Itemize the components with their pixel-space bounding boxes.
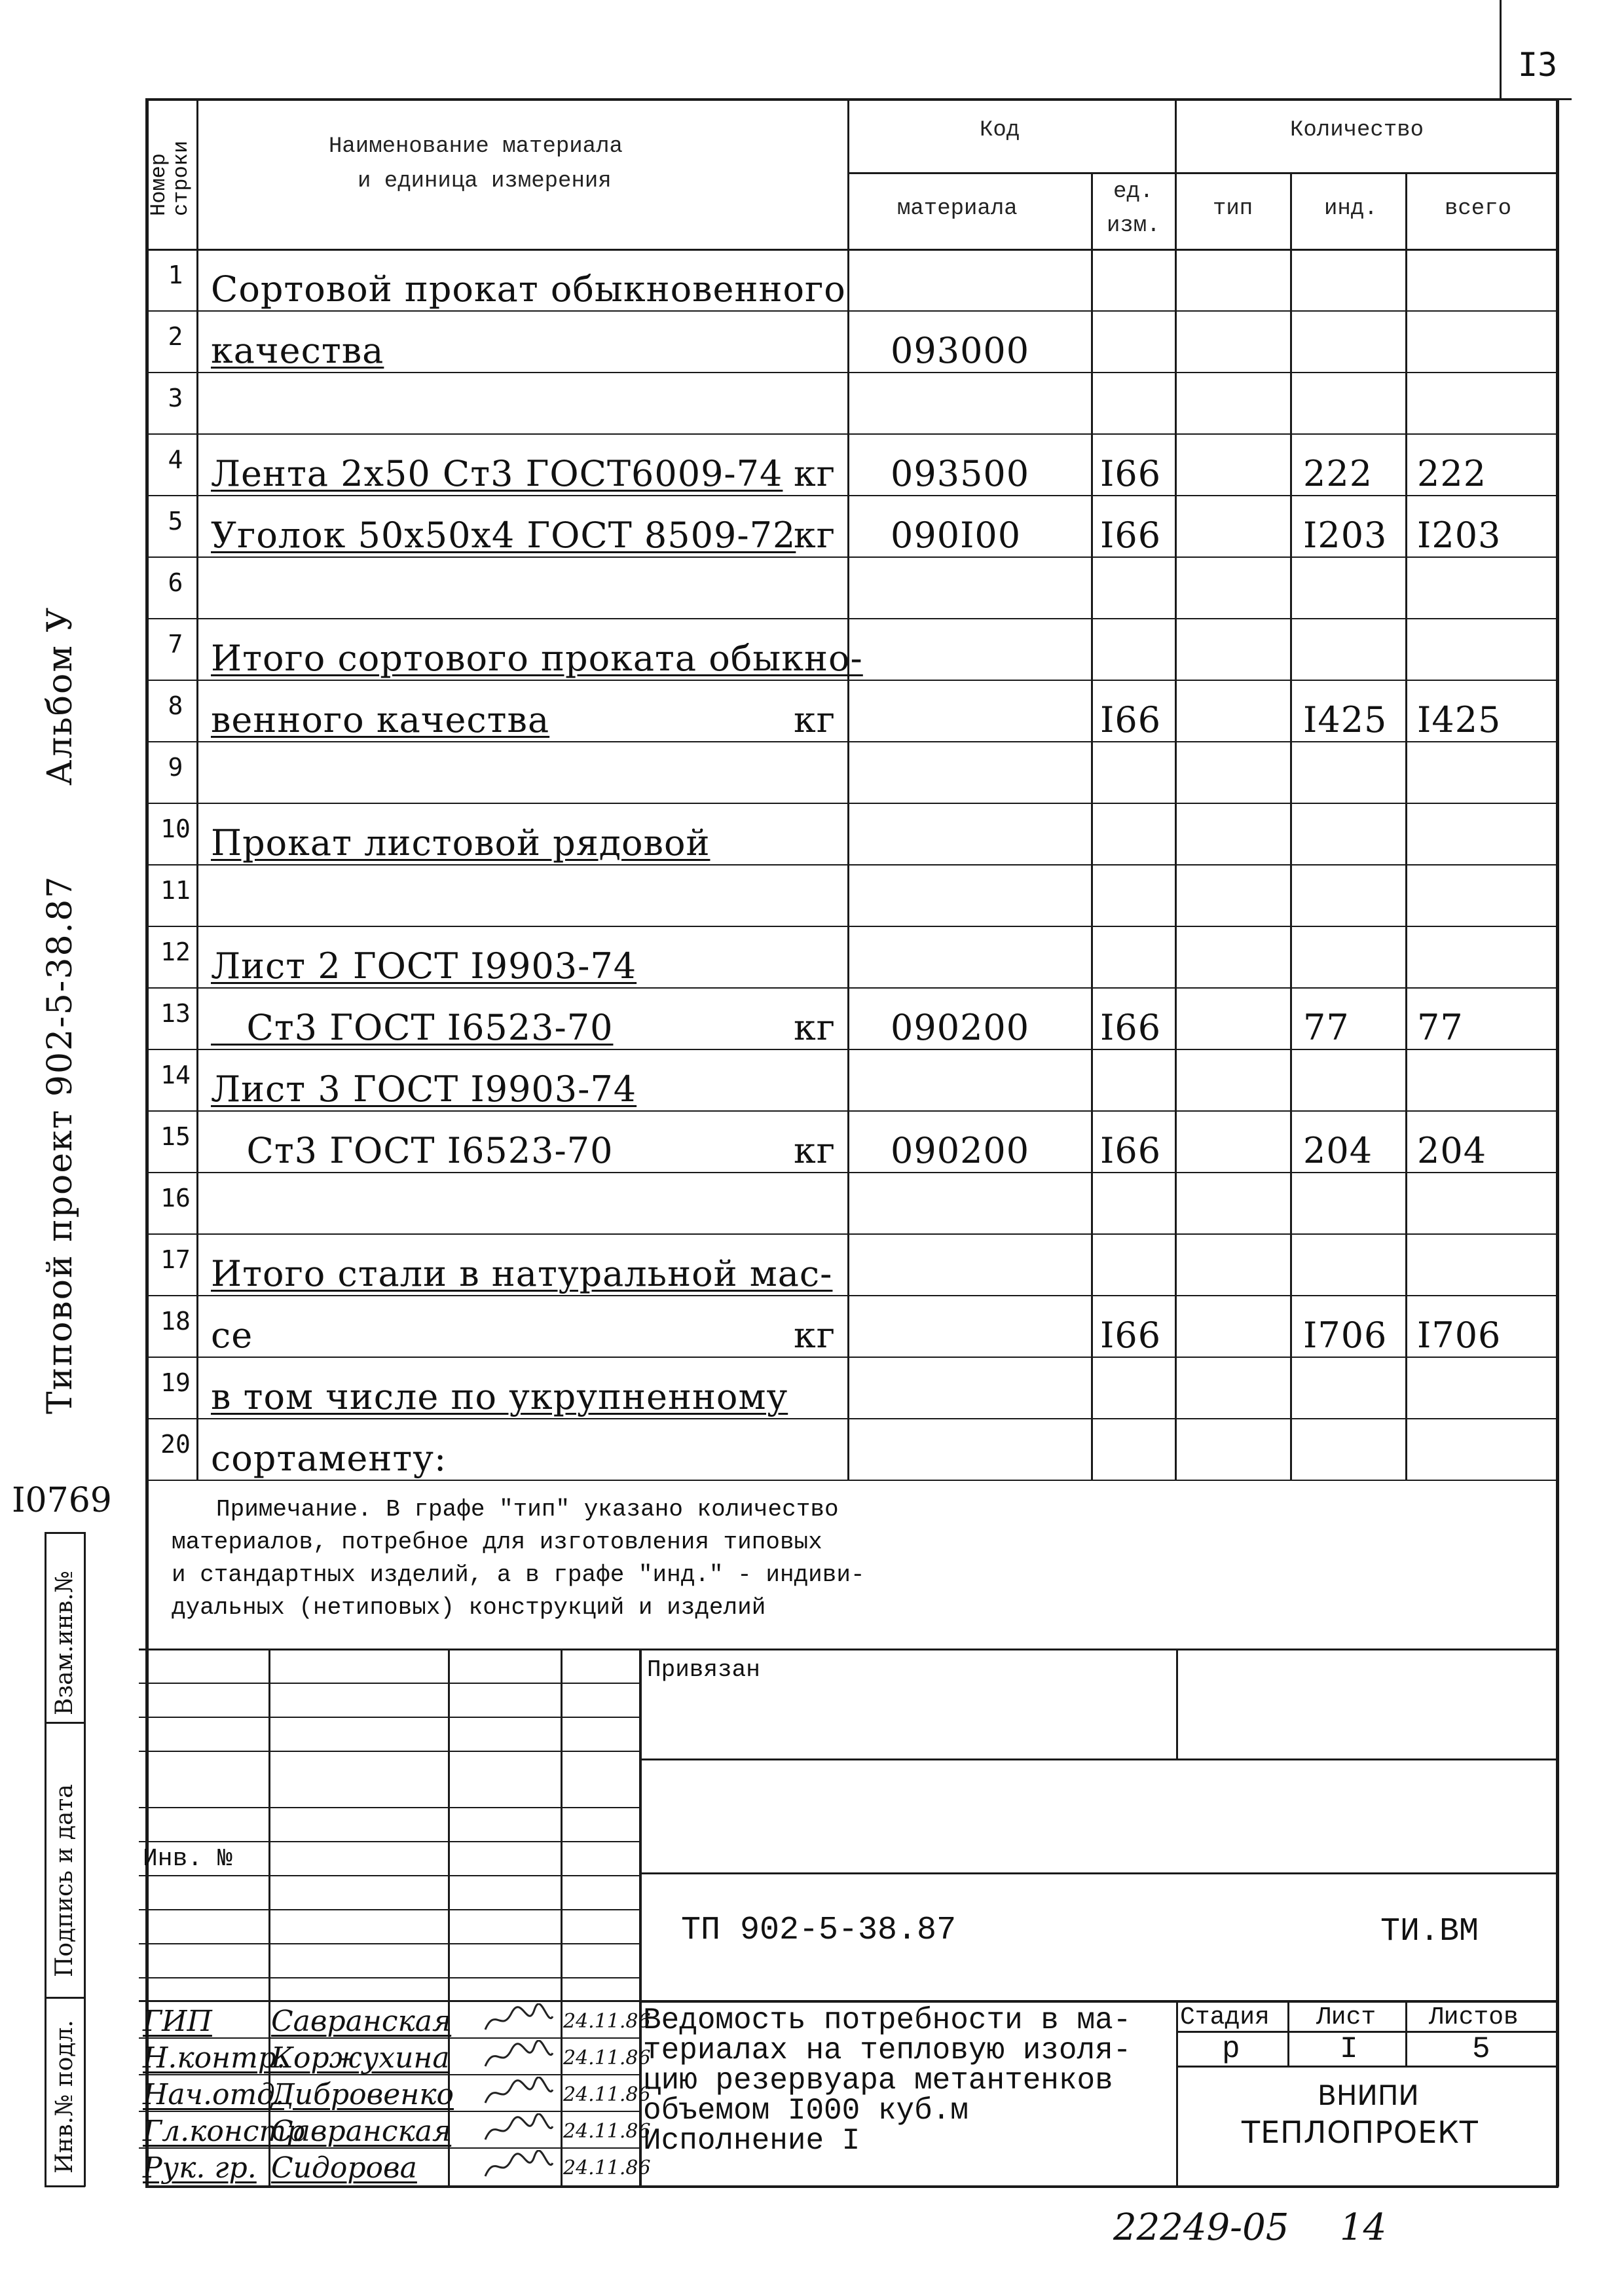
header-unit-line2: изм. xyxy=(1107,213,1160,238)
sheet-number: I3 xyxy=(1518,46,1558,84)
sign-date: 24.11.86 xyxy=(563,2047,651,2069)
row-number: 6 xyxy=(168,568,183,597)
row-material-name: Ст3 ГОСТ I6523-70 xyxy=(211,1130,614,1171)
tb-attached-divider xyxy=(1176,1649,1178,1760)
tb-col-3 xyxy=(561,1649,563,2187)
col-unit-line xyxy=(1175,98,1177,1480)
row-number: 13 xyxy=(160,999,191,1028)
row-material-name: Лист 3 ГОСТ I9903-74 xyxy=(211,1068,637,1110)
tb-sheet-header: Лист xyxy=(1316,2003,1376,2032)
note-line-4: дуальных (нетиповых) конструкций и изделий xyxy=(172,1594,766,1621)
row-divider xyxy=(145,310,1559,312)
tb-doc-code: ТП 902-5-38.87 xyxy=(681,1912,957,1949)
signer-name: Савранская xyxy=(271,2115,452,2148)
signature-mark xyxy=(482,2077,554,2109)
signature-mark xyxy=(482,2003,554,2036)
row-divider xyxy=(145,556,1559,558)
tb-stage-value: р xyxy=(1222,2032,1240,2066)
signature-mark xyxy=(482,2113,554,2146)
tb-row-10 xyxy=(139,2000,640,2002)
row-divider xyxy=(145,618,1559,619)
tb-attached-bottom xyxy=(639,1758,1559,1760)
project-label: Типовой проект 902-5-38.87 xyxy=(41,875,80,1414)
header-bottom xyxy=(145,249,1559,251)
header-name-line1: Наименование материала xyxy=(329,134,623,159)
header-name-line2: и единица измерения xyxy=(358,169,612,194)
stamp-divider-1 xyxy=(45,1722,85,1724)
tb-row-1 xyxy=(139,1683,640,1684)
row-number: 4 xyxy=(168,445,183,474)
row-divider xyxy=(145,864,1559,866)
row-divider xyxy=(145,680,1559,681)
tb-row-5 xyxy=(139,1841,640,1842)
tb-stage-header: Стадия xyxy=(1180,2003,1270,2032)
row-unit-code: I66 xyxy=(1100,515,1162,556)
row-material-name: Итого стали в натуральной мас- xyxy=(211,1253,833,1294)
signer-role: Н.контр. xyxy=(143,2041,286,2075)
row-material-code: 093000 xyxy=(891,330,1030,371)
row-number: 8 xyxy=(168,691,183,720)
col-num-line xyxy=(196,98,198,1480)
stamp-orig-inv: Инв.№ подл. xyxy=(51,2020,78,2174)
tb-stage-divider xyxy=(1287,2000,1289,2066)
row-qty-ind: I706 xyxy=(1303,1315,1388,1356)
row-divider xyxy=(145,1480,1559,1481)
tb-title-line3: цию резервуара метантенков xyxy=(643,2064,1113,2098)
tb-doc-mark: ТИ.ВМ xyxy=(1380,1913,1479,1950)
stamp-replace-inv: Взам.инв.№ xyxy=(51,1571,78,1715)
row-material-code: 090200 xyxy=(891,1130,1030,1171)
row-divider xyxy=(145,1110,1559,1112)
tb-row-4 xyxy=(139,1807,640,1808)
row-unit-code: I66 xyxy=(1100,699,1162,740)
row-unit-code: I66 xyxy=(1100,453,1162,494)
tb-top xyxy=(139,1649,1559,1650)
row-number: 9 xyxy=(168,753,183,782)
tb-row-2 xyxy=(139,1717,640,1718)
signer-name: Сидорова xyxy=(271,2151,417,2185)
header-type: тип xyxy=(1213,196,1253,221)
header-unit-line1: ед. xyxy=(1113,179,1154,204)
signer-role: Рук. гр. xyxy=(143,2151,257,2185)
row-number: 12 xyxy=(160,938,191,966)
row-unit-label: кг xyxy=(794,1007,836,1048)
tb-row-3 xyxy=(139,1751,640,1752)
row-qty-total: 77 xyxy=(1417,1007,1464,1048)
sign-date: 24.11.86 xyxy=(563,2010,651,2033)
frame-top xyxy=(145,98,1559,101)
row-unit-label: кг xyxy=(794,515,836,556)
sign-date: 24.11.86 xyxy=(563,2083,651,2106)
row-qty-total: I706 xyxy=(1417,1315,1502,1356)
row-material-name: Уголок 50х50х4 ГОСТ 8509-72 xyxy=(211,515,796,556)
col-name-line xyxy=(847,98,849,1480)
signer-name: Коржухина xyxy=(271,2041,450,2075)
col-ind-line xyxy=(1405,172,1407,1480)
row-unit-label: кг xyxy=(794,1315,836,1356)
header-row-number: Номер строки xyxy=(147,140,193,216)
stamp-divider-2 xyxy=(45,1997,85,1999)
row-divider xyxy=(145,987,1559,989)
row-material-name: Прокат листовой рядовой xyxy=(211,822,710,864)
row-number: 16 xyxy=(160,1184,191,1212)
signer-role: ГИП xyxy=(143,2005,212,2038)
row-divider xyxy=(145,1418,1559,1419)
tb-code-top xyxy=(639,1872,1559,1874)
stamp-signature-date: Подпись и дата xyxy=(51,1784,78,1977)
header-material: материала xyxy=(897,196,1018,221)
row-unit-code: I66 xyxy=(1100,1007,1162,1048)
signer-name: Савранская xyxy=(271,2005,452,2038)
row-divider xyxy=(145,1172,1559,1173)
row-divider xyxy=(145,495,1559,496)
row-unit-label: кг xyxy=(794,699,836,740)
row-number: 5 xyxy=(168,507,183,536)
row-material-name: се xyxy=(211,1315,253,1356)
tb-title-line1: Ведомость потребности в ма- xyxy=(643,2003,1132,2037)
row-number: 20 xyxy=(160,1430,191,1459)
row-number: 3 xyxy=(168,384,183,412)
tb-org-line2: ТЕПЛОПРОЕКТ xyxy=(1242,2115,1479,2150)
signature-mark xyxy=(482,2040,554,2073)
row-number: 2 xyxy=(168,322,183,351)
row-qty-ind: 77 xyxy=(1303,1007,1350,1048)
note-line-2: материалов, потребное для изготовления типовых xyxy=(172,1529,822,1556)
row-qty-ind: 204 xyxy=(1303,1130,1373,1171)
row-number: 7 xyxy=(168,630,183,659)
row-unit-label: кг xyxy=(794,453,836,494)
row-qty-total: I203 xyxy=(1417,515,1502,556)
row-number: 1 xyxy=(168,261,183,289)
tb-sheets-value: 5 xyxy=(1472,2032,1490,2066)
row-qty-total: I425 xyxy=(1417,699,1502,740)
footer-page: 14 xyxy=(1340,2206,1387,2249)
header-code-group: Код xyxy=(980,118,1020,143)
row-unit-code: I66 xyxy=(1100,1130,1162,1171)
row-divider xyxy=(145,1049,1559,1050)
stamp-border-left xyxy=(45,1532,46,2187)
frame-left xyxy=(145,98,149,2187)
row-material-name: Лист 2 ГОСТ I9903-74 xyxy=(211,945,637,987)
header-code-divider xyxy=(849,172,1176,174)
tb-attached: Привязан xyxy=(647,1656,760,1683)
note-line-1: Примечание. В графе "тип" указано количество xyxy=(216,1496,839,1523)
tb-title-right xyxy=(1176,2000,1178,2187)
stamp-border-mid xyxy=(84,1532,86,2187)
row-number: 11 xyxy=(160,876,191,905)
row-material-name: Сортовой прокат обыкновенного xyxy=(211,268,846,310)
row-material-name: в том числе по укрупненному xyxy=(211,1376,788,1417)
row-qty-total: 222 xyxy=(1417,453,1487,494)
header-ind: инд. xyxy=(1324,196,1378,221)
tb-sheet-divider xyxy=(1405,2000,1407,2066)
sign-date: 24.11.86 xyxy=(563,2157,651,2179)
row-qty-ind: 222 xyxy=(1303,453,1373,494)
row-divider xyxy=(145,1357,1559,1358)
signer-role: Гл.констр xyxy=(143,2115,305,2148)
row-material-name: сортаменту: xyxy=(211,1438,447,1479)
col-type-line xyxy=(1290,172,1292,1480)
row-divider xyxy=(145,926,1559,927)
tb-inv: Инв. № xyxy=(143,1845,232,1873)
album-label: Альбом У xyxy=(41,606,80,786)
sheet-number-border xyxy=(1500,0,1502,100)
row-unit-code: I66 xyxy=(1100,1315,1162,1356)
tb-code-bottom xyxy=(639,2000,1559,2003)
tb-row-8 xyxy=(139,1943,640,1944)
row-number: 10 xyxy=(160,814,191,843)
row-material-name: Лента 2х50 Ст3 ГОСТ6009-74 xyxy=(211,453,783,494)
row-material-code: 093500 xyxy=(891,453,1030,494)
row-divider xyxy=(145,803,1559,804)
row-material-name: Итого сортового проката обыкно- xyxy=(211,638,863,679)
row-number: 14 xyxy=(160,1061,191,1089)
stamp-border-top xyxy=(45,1532,85,1534)
tb-row-9 xyxy=(139,1977,640,1978)
tb-title-line5: Исполнение I xyxy=(643,2124,860,2158)
header-qty-group: Количество xyxy=(1290,118,1424,143)
tb-org-line1: ВНИПИ xyxy=(1318,2079,1419,2111)
row-material-code: 090I00 xyxy=(891,515,1022,556)
row-qty-ind: I203 xyxy=(1303,515,1388,556)
row-qty-ind: I425 xyxy=(1303,699,1388,740)
tb-row-7 xyxy=(139,1909,640,1910)
row-material-code: 090200 xyxy=(891,1007,1030,1048)
footer-number: 22249-05 xyxy=(1113,2206,1289,2249)
row-number: 19 xyxy=(160,1368,191,1397)
sign-date: 24.11.86 xyxy=(563,2120,651,2143)
signature-mark xyxy=(482,2150,554,2183)
row-qty-total: 204 xyxy=(1417,1130,1487,1171)
col-code-line xyxy=(1091,172,1093,1480)
tb-sheet-value: I xyxy=(1340,2032,1358,2066)
tb-title-line2: териалах на тепловую изоля- xyxy=(643,2033,1132,2068)
header-qty-divider xyxy=(1176,172,1559,174)
row-divider xyxy=(145,1295,1559,1296)
signer-name: Дибровенко xyxy=(271,2078,454,2111)
stamp-border-bottom xyxy=(45,2185,85,2187)
row-number: 15 xyxy=(160,1122,191,1151)
row-unit-label: кг xyxy=(794,1130,836,1171)
note-line-3: и стандартных изделий, а в графе "инд." - индиви- xyxy=(172,1561,865,1588)
row-number: 18 xyxy=(160,1307,191,1336)
tb-row-6 xyxy=(139,1875,640,1876)
row-number: 17 xyxy=(160,1245,191,1274)
row-material-name: качества xyxy=(211,330,384,371)
row-material-name: венного качества xyxy=(211,699,550,740)
row-divider xyxy=(145,1233,1559,1235)
archive-code: I0769 xyxy=(12,1481,112,1520)
tb-title-line4: объемом I000 куб.м xyxy=(643,2094,969,2128)
row-material-name: Ст3 ГОСТ I6523-70 xyxy=(211,1007,614,1048)
row-divider xyxy=(145,741,1559,742)
signer-role: Нач.отд. xyxy=(143,2078,285,2111)
row-divider xyxy=(145,433,1559,435)
row-divider xyxy=(145,372,1559,373)
frame-bottom xyxy=(145,2185,1559,2188)
tb-sheets-header: Листов xyxy=(1429,2003,1519,2032)
header-total: всего xyxy=(1445,196,1512,221)
